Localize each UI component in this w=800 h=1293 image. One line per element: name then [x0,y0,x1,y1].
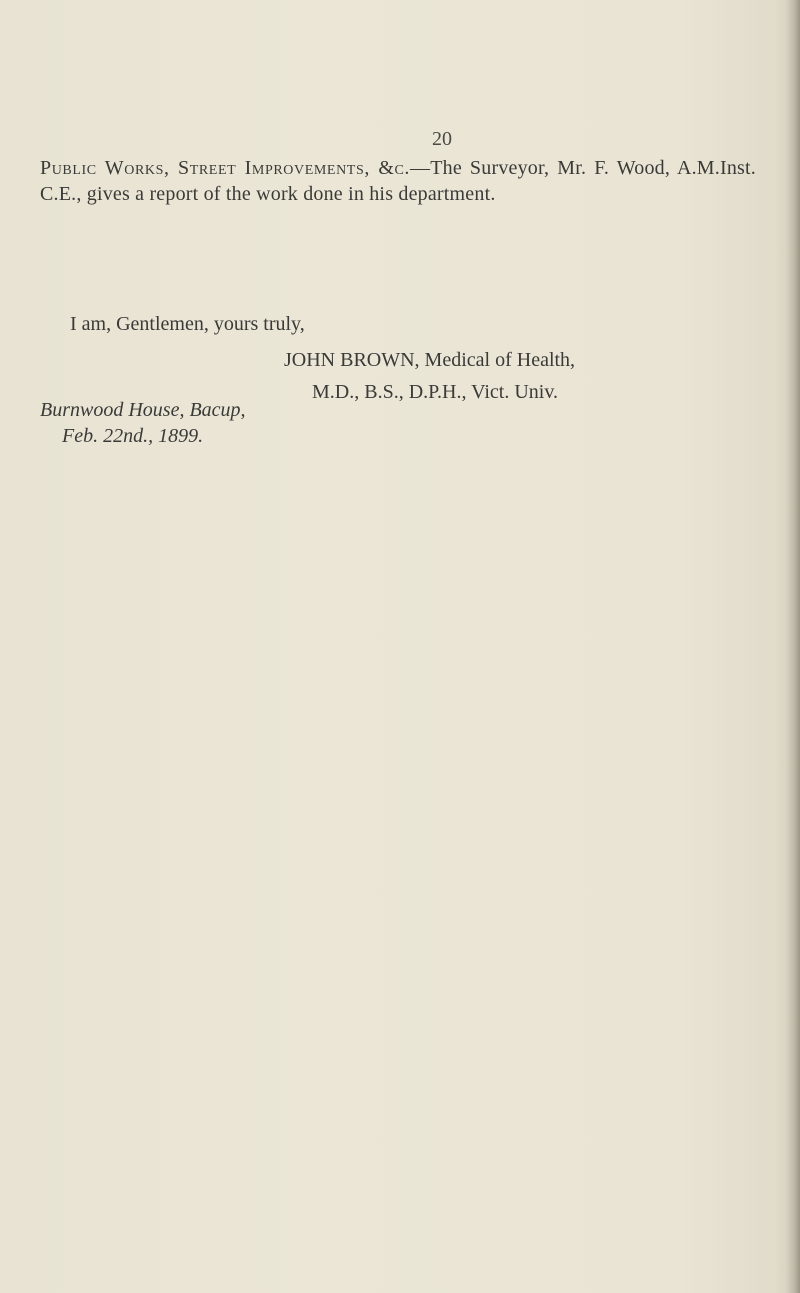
section-heading: Public Works, Street Improvements, &c. [40,157,411,179]
report-body-text: —The Surveyor, Mr. F. Wood, A.M.Inst. C.E., gives a report of the work done in his department. [40,157,756,205]
page-number: 20 [432,128,452,150]
address-date: Feb. 22nd., 1899. [62,425,204,447]
address-block [40,397,246,449]
signature-credentials: M.D., B.S., D.P.H., Vict. Univ. [312,381,559,403]
page-edge-shadow [786,0,800,1293]
signature-block [284,344,575,408]
report-paragraph [40,155,756,207]
address-place: Burnwood House, Bacup, [40,399,246,421]
closing-salutation: I am, Gentlemen, yours truly, [70,313,305,335]
signature-name: JOHN BROWN, Medical of Health, [284,349,576,371]
